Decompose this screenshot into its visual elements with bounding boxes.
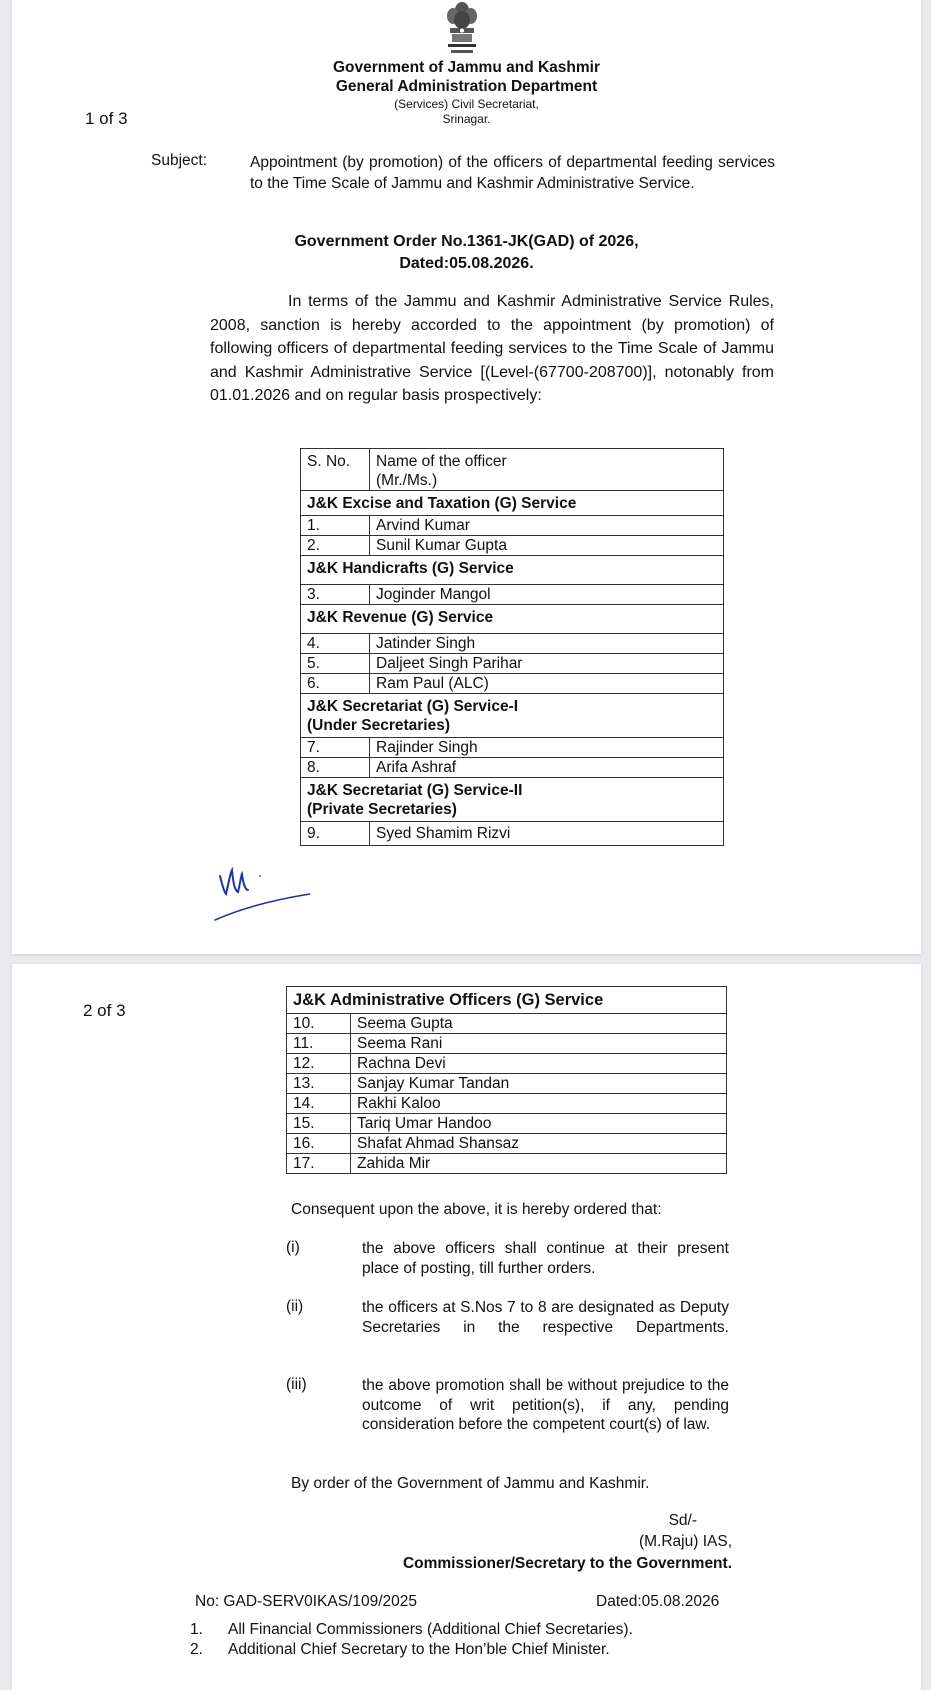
- condition-number: (i): [286, 1239, 300, 1256]
- officer-name: Seema Rani: [351, 1034, 727, 1054]
- header-office: (Services) Civil Secretariat,: [394, 97, 539, 111]
- table-row: [287, 1014, 727, 1034]
- table-row: [301, 536, 724, 556]
- table-row: [287, 1094, 727, 1114]
- table-row: [301, 516, 724, 536]
- table-row: [301, 738, 724, 758]
- officer-name: Sunil Kumar Gupta: [370, 536, 724, 556]
- group-title: J&K Revenue (G) Service: [301, 605, 724, 634]
- officers-table-continued: [286, 986, 727, 1174]
- header-government: Government of Jammu and Kashmir: [332, 59, 600, 76]
- distribution-text: Additional Chief Secretary to the Hon’ble Chief Minister.: [228, 1641, 610, 1658]
- officer-number: 1.: [301, 516, 370, 536]
- officer-name: Sanjay Kumar Tandan: [351, 1074, 727, 1094]
- group-row: [301, 556, 724, 585]
- officer-number: 15.: [287, 1114, 351, 1134]
- group-row: [301, 694, 724, 738]
- group-title-line1: J&K Secretariat (G) Service-I: [307, 698, 519, 715]
- handwritten-signature: [212, 854, 322, 929]
- condition-number: (ii): [286, 1298, 304, 1315]
- table-row: [287, 1154, 727, 1174]
- table-row: [301, 822, 724, 846]
- officer-name: Joginder Mangol: [370, 585, 724, 605]
- consequent-line: Consequent upon the above, it is hereby ordered that:: [291, 1201, 662, 1218]
- signatory-name: (M.Raju) IAS,: [638, 1533, 732, 1550]
- officer-number: 2.: [301, 536, 370, 556]
- table-row: [287, 1034, 727, 1054]
- letterhead-address: [12, 97, 921, 127]
- header-sno: S. No.: [301, 449, 370, 491]
- table-row: [301, 654, 724, 674]
- table-header-row: [301, 449, 724, 491]
- signatory-designation: Commissioner/Secretary to the Government.: [402, 1555, 732, 1572]
- officer-name: Jatinder Singh: [370, 634, 724, 654]
- condition-text: the officers at S.Nos 7 to 8 are designated as Deputy Secretaries in the respective Departments.: [362, 1299, 729, 1336]
- table-row: [301, 674, 724, 694]
- distribution-item: [190, 1640, 610, 1660]
- group-title: J&K Administrative Officers (G) Service: [287, 987, 727, 1014]
- header-name-line1: Name of the officer: [376, 453, 507, 470]
- officer-number: 16.: [287, 1134, 351, 1154]
- page-number: 2 of 3: [83, 1001, 126, 1020]
- officers-table: [300, 448, 724, 846]
- officer-number: 7.: [301, 738, 370, 758]
- header-name: [370, 449, 724, 491]
- table-row: [287, 1134, 727, 1154]
- by-order-line: By order of the Government of Jammu and Kashmir.: [291, 1475, 650, 1492]
- officer-number: 10.: [287, 1014, 351, 1034]
- officer-name: Seema Gupta: [351, 1014, 727, 1034]
- group-title: J&K Handicrafts (G) Service: [301, 556, 724, 585]
- distribution-number: 1.: [190, 1621, 203, 1638]
- group-row: [301, 778, 724, 822]
- officer-name: Rachna Devi: [351, 1054, 727, 1074]
- officer-number: 5.: [301, 654, 370, 674]
- officer-name: Tariq Umar Handoo: [351, 1114, 727, 1134]
- document-page-2: [12, 964, 921, 1690]
- condition-text: the above promotion shall be without prejudice to the outcome of writ petition(s), if any, pending consideration before the competent court(s) of law.: [362, 1377, 729, 1433]
- officer-name: Arvind Kumar: [370, 516, 724, 536]
- group-title: [301, 778, 724, 822]
- group-title: [301, 694, 724, 738]
- subject-text: Appointment (by promotion) of the officers of departmental feeding services to the Time Scale of Jammu and Kashmir Administrative Service.: [250, 154, 775, 192]
- group-row: [301, 491, 724, 516]
- officer-name: Rajinder Singh: [370, 738, 724, 758]
- officer-number: 9.: [301, 822, 370, 846]
- officer-name: Syed Shamim Rizvi: [370, 822, 724, 846]
- table-row: [287, 1114, 727, 1134]
- order-number: Government Order No.1361-JK(GAD) of 2026,: [294, 233, 639, 250]
- group-title-line1: J&K Secretariat (G) Service-II: [307, 782, 523, 799]
- officer-number: 14.: [287, 1094, 351, 1114]
- group-row: [301, 605, 724, 634]
- officer-number: 12.: [287, 1054, 351, 1074]
- condition-number: (iii): [286, 1376, 307, 1393]
- subject-label: Subject:: [151, 152, 208, 169]
- group-subtitle: (Private Secretaries): [307, 801, 457, 818]
- officer-name: Ram Paul (ALC): [370, 674, 724, 694]
- body-paragraph: In terms of the Jammu and Kashmir Administrative Service Rules, 2008, sanction is hereby accorded to the appointment (by promotion) of following officers of departmental feeding services to the Time Scale of Jammu and Kashmir Administrative Service [(Level-(67700-208700)], notonably from 01.01.2026 and on regular basis prospectively:: [210, 293, 774, 404]
- table-row: [301, 758, 724, 778]
- distribution-text: All Financial Commissioners (Additional Chief Secretaries).: [228, 1621, 633, 1638]
- officer-name: Arifa Ashraf: [370, 758, 724, 778]
- distribution-item: [190, 1620, 633, 1640]
- header-city: Srinagar.: [442, 112, 491, 126]
- officer-number: 11.: [287, 1034, 351, 1054]
- officer-number: 4.: [301, 634, 370, 654]
- officer-number: 17.: [287, 1154, 351, 1174]
- document-page-1: [12, 0, 921, 954]
- table-row: [301, 634, 724, 654]
- officer-number: 13.: [287, 1074, 351, 1094]
- officer-number: 3.: [301, 585, 370, 605]
- distribution-number: 2.: [190, 1641, 203, 1658]
- group-subtitle: (Under Secretaries): [307, 717, 451, 734]
- header-department: General Administration Department: [335, 78, 598, 95]
- reference-date: Dated:05.08.2026: [596, 1593, 720, 1610]
- page-number: 1 of 3: [85, 109, 128, 128]
- reference-number: No: GAD-SERV0IKAS/109/2025: [195, 1593, 418, 1610]
- officer-name: Zahida Mir: [351, 1154, 727, 1174]
- order-heading: [12, 231, 921, 275]
- header-name-line2: (Mr./Ms.): [376, 472, 438, 489]
- officer-number: 8.: [301, 758, 370, 778]
- officer-name: Shafat Ahmad Shansaz: [351, 1134, 727, 1154]
- order-date: Dated:05.08.2026.: [399, 255, 534, 272]
- sd-mark: Sd/-: [668, 1512, 697, 1529]
- state-emblem: [437, 0, 487, 56]
- condition-text: the above officers shall continue at their present place of posting, till further orders.: [362, 1240, 729, 1277]
- officer-number: 6.: [301, 674, 370, 694]
- group-row: [287, 987, 727, 1014]
- letterhead-title: [12, 58, 921, 96]
- group-title: J&K Excise and Taxation (G) Service: [301, 491, 724, 516]
- table-row: [301, 585, 724, 605]
- officer-name: Rakhi Kaloo: [351, 1094, 727, 1114]
- table-row: [287, 1054, 727, 1074]
- officer-name: Daljeet Singh Parihar: [370, 654, 724, 674]
- table-row: [287, 1074, 727, 1094]
